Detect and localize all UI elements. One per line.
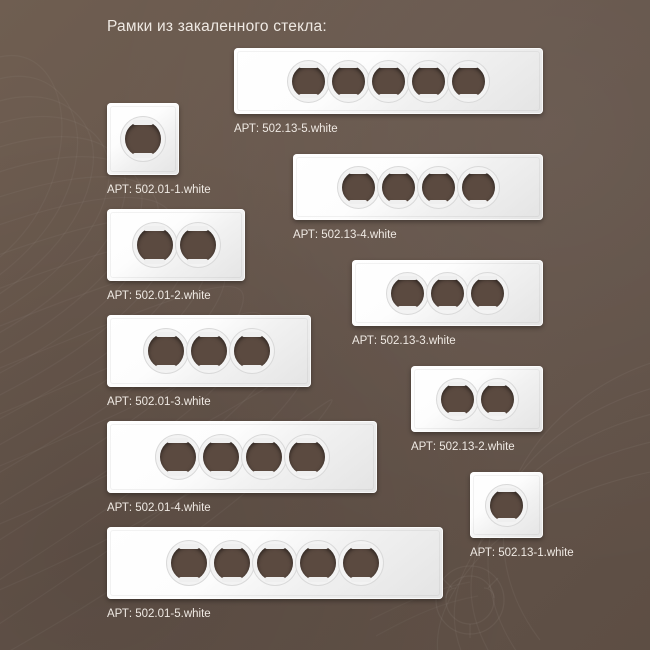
product-caption-502.01-4: АРТ: 502.01-4.white (107, 502, 211, 514)
socket-hole (431, 277, 464, 310)
product-caption-502.01-5: АРТ: 502.01-5.white (107, 608, 211, 620)
socket-clip-icon (253, 438, 273, 443)
socket-hole (148, 333, 184, 369)
frame-502.01-2 (107, 209, 245, 281)
socket-hole (300, 545, 336, 581)
socket-hole (137, 227, 173, 263)
socket-clip-icon (308, 544, 328, 549)
product-502.13-5[interactable] (234, 48, 543, 135)
socket-clip-icon (210, 438, 230, 443)
socket-clip-icon (167, 471, 187, 476)
socket-hole (203, 439, 239, 475)
socket-clip-icon (497, 518, 515, 522)
socket-clip-icon (167, 438, 187, 443)
socket-clip-icon (339, 64, 357, 68)
socket-clip-icon (478, 306, 496, 310)
product-502.13-3[interactable] (352, 260, 543, 347)
socket-group (342, 171, 495, 204)
frame-502.13-3 (352, 260, 543, 326)
socket-clip-icon (299, 64, 317, 68)
socket-hole (125, 121, 161, 157)
socket-clip-icon (478, 276, 496, 280)
socket-clip-icon (253, 471, 273, 476)
socket-clip-icon (179, 544, 199, 549)
socket-clip-icon (398, 306, 416, 310)
socket-clip-icon (349, 170, 367, 174)
socket-group (441, 383, 514, 416)
socket-clip-icon (265, 544, 285, 549)
socket-clip-icon (379, 64, 397, 68)
socket-clip-icon (351, 577, 371, 582)
socket-hole (441, 383, 474, 416)
socket-clip-icon (210, 471, 230, 476)
socket-hole (191, 333, 227, 369)
socket-hole (257, 545, 293, 581)
socket-hole (462, 171, 495, 204)
socket-clip-icon (429, 170, 447, 174)
socket-hole (412, 65, 445, 98)
socket-clip-icon (488, 412, 506, 416)
product-caption-502.01-1: АРТ: 502.01-1.white (107, 184, 211, 196)
socket-clip-icon (419, 64, 437, 68)
socket-hole (214, 545, 250, 581)
product-caption-502.13-1: АРТ: 502.13-1.white (470, 547, 574, 559)
socket-hole (382, 171, 415, 204)
socket-clip-icon (448, 412, 466, 416)
socket-clip-icon (469, 200, 487, 204)
socket-group (490, 489, 523, 522)
socket-hole (490, 489, 523, 522)
socket-clip-icon (187, 259, 207, 264)
frame-502.13-1 (470, 472, 543, 538)
socket-hole (343, 545, 379, 581)
frame-502.13-5 (234, 48, 543, 114)
socket-hole (171, 545, 207, 581)
socket-clip-icon (296, 438, 316, 443)
socket-hole (292, 65, 325, 98)
socket-clip-icon (389, 200, 407, 204)
socket-clip-icon (179, 577, 199, 582)
socket-hole (332, 65, 365, 98)
socket-clip-icon (349, 200, 367, 204)
product-caption-502.01-3: АРТ: 502.01-3.white (107, 396, 211, 408)
frame-502.13-2 (411, 366, 543, 432)
socket-hole (452, 65, 485, 98)
product-caption-502.13-2: АРТ: 502.13-2.white (411, 441, 515, 453)
product-502.13-1[interactable] (470, 472, 574, 559)
product-caption-502.13-5: АРТ: 502.13-5.white (234, 123, 338, 135)
socket-clip-icon (459, 94, 477, 98)
socket-clip-icon (265, 577, 285, 582)
socket-clip-icon (222, 544, 242, 549)
socket-hole (180, 227, 216, 263)
frame-502.13-4 (293, 154, 543, 220)
socket-clip-icon (133, 120, 153, 125)
socket-clip-icon (438, 276, 456, 280)
socket-clip-icon (144, 226, 164, 231)
frame-502.01-4 (107, 421, 377, 493)
product-502.01-3[interactable] (107, 315, 311, 408)
page-title: Рамки из закаленного стекла: (107, 18, 327, 35)
socket-clip-icon (308, 577, 328, 582)
socket-clip-icon (339, 94, 357, 98)
socket-clip-icon (199, 365, 219, 370)
socket-clip-icon (242, 332, 262, 337)
product-caption-502.13-3: АРТ: 502.13-3.white (352, 335, 456, 347)
socket-clip-icon (379, 94, 397, 98)
socket-group (137, 227, 216, 263)
socket-hole (422, 171, 455, 204)
socket-group (292, 65, 485, 98)
socket-clip-icon (398, 276, 416, 280)
socket-group (391, 277, 504, 310)
socket-group (171, 545, 379, 581)
product-caption-502.13-4: АРТ: 502.13-4.white (293, 229, 397, 241)
socket-clip-icon (156, 332, 176, 337)
frame-502.01-1 (107, 103, 179, 175)
socket-hole (289, 439, 325, 475)
socket-clip-icon (459, 64, 477, 68)
socket-clip-icon (419, 94, 437, 98)
product-502.01-1[interactable] (107, 103, 211, 196)
product-502.01-2[interactable] (107, 209, 245, 302)
socket-clip-icon (299, 94, 317, 98)
socket-clip-icon (187, 226, 207, 231)
frame-502.01-3 (107, 315, 311, 387)
socket-clip-icon (144, 259, 164, 264)
product-caption-502.01-2: АРТ: 502.01-2.white (107, 290, 211, 302)
socket-hole (471, 277, 504, 310)
socket-group (148, 333, 270, 369)
socket-hole (160, 439, 196, 475)
socket-hole (391, 277, 424, 310)
socket-clip-icon (497, 488, 515, 492)
socket-hole (481, 383, 514, 416)
socket-hole (372, 65, 405, 98)
socket-clip-icon (448, 382, 466, 386)
socket-clip-icon (296, 471, 316, 476)
socket-clip-icon (156, 365, 176, 370)
product-502.01-5[interactable] (107, 527, 443, 620)
product-502.13-2[interactable] (411, 366, 543, 453)
socket-hole (234, 333, 270, 369)
product-502.13-4[interactable] (293, 154, 543, 241)
socket-clip-icon (438, 306, 456, 310)
socket-clip-icon (242, 365, 262, 370)
socket-clip-icon (351, 544, 371, 549)
socket-clip-icon (222, 577, 242, 582)
product-502.01-4[interactable] (107, 421, 377, 514)
socket-clip-icon (389, 170, 407, 174)
socket-clip-icon (429, 200, 447, 204)
frame-502.01-5 (107, 527, 443, 599)
socket-clip-icon (469, 170, 487, 174)
socket-hole (246, 439, 282, 475)
socket-group (125, 121, 161, 157)
socket-hole (342, 171, 375, 204)
socket-group (160, 439, 325, 475)
socket-clip-icon (488, 382, 506, 386)
socket-clip-icon (199, 332, 219, 337)
socket-clip-icon (133, 153, 153, 158)
